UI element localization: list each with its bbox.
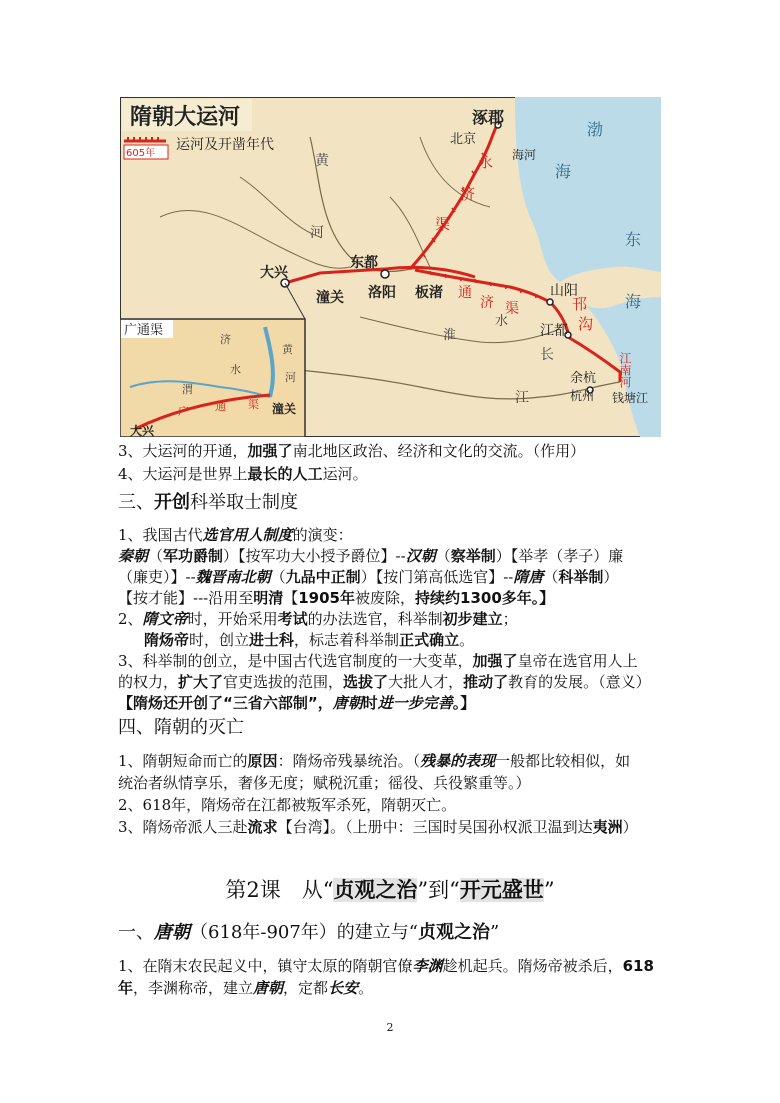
- text: 科举取士制度: [190, 492, 298, 513]
- emphasis: 唐朝: [154, 922, 190, 943]
- label-ji: 济: [460, 185, 476, 203]
- emphasis: 选官用人制度: [202, 526, 293, 544]
- inset-huang: 黄: [282, 343, 293, 356]
- lesson-title: [0, 874, 780, 906]
- emphasis: 李渊: [412, 957, 443, 975]
- text: ）: [622, 818, 638, 836]
- label-shanyang: 山阳: [550, 283, 578, 299]
- seg-line: [118, 587, 554, 609]
- grand-canal-map: [120, 97, 661, 437]
- label-luoyang: 洛阳: [368, 285, 396, 301]
- label-dong: 东: [625, 230, 642, 249]
- legend-year: 605年: [126, 148, 156, 159]
- label-beijing: 北京: [450, 132, 477, 147]
- canal-effect-line: [118, 440, 585, 462]
- emphasis: 初步建立: [442, 610, 503, 628]
- text: ）【举孝（孝子）廉: [495, 547, 624, 565]
- label-qu: 渠: [435, 215, 451, 233]
- text: 的演变：: [292, 526, 353, 544]
- label-huai: 淮: [443, 328, 457, 343]
- canal-longest-line: [118, 463, 368, 485]
- emphasis: 唐朝: [253, 979, 284, 997]
- emphasis: 隋唐: [513, 568, 544, 586]
- inset-tong: 通: [215, 400, 226, 413]
- seg-line: [118, 750, 630, 772]
- seg-line: [118, 608, 518, 630]
- inset-qu: 渠: [248, 398, 259, 411]
- inset-wei: 渭: [182, 383, 193, 396]
- label-daxing: 大兴: [260, 265, 288, 281]
- text: （618年-907年）的建立与“: [190, 922, 418, 943]
- text: 时，创立: [189, 631, 250, 649]
- text-line: 统治者纵情享乐，奢侈无度；赋税沉重；徭役、兵役繁重等。）: [118, 774, 531, 792]
- seg-line: [144, 629, 474, 651]
- text: 运河。: [322, 465, 368, 483]
- text: 【按才能】---沿用至: [118, 589, 254, 607]
- text: 3、隋炀帝派人三赴: [118, 818, 248, 836]
- section-heading-4: 四、隋朝的灭亡: [118, 717, 244, 738]
- seg-line: [118, 650, 638, 672]
- inset-tongguan: 潼关: [272, 402, 297, 416]
- map-title: 隋朝大运河: [130, 105, 241, 130]
- emphasis: 最长的人工: [247, 465, 323, 483]
- inset-title: 广通渠: [124, 323, 164, 338]
- emphasis: 加强了: [472, 652, 518, 670]
- text: 大批人才，: [388, 673, 464, 691]
- text: 时，开始采用: [187, 610, 278, 628]
- emphasis: 军功爵制: [163, 547, 224, 565]
- label-tong: 通: [458, 285, 472, 301]
- text: 官吏选拔的范围，: [223, 673, 344, 691]
- label-dongdu: 东都: [350, 255, 378, 271]
- text: ：隋炀帝残暴统治。（: [277, 752, 421, 770]
- text-line: 2、618年，隋炀帝在江都被叛军杀死，隋朝灭亡。: [118, 796, 457, 814]
- emphasis: 科举制: [558, 568, 604, 586]
- section-heading-5: [118, 920, 499, 946]
- exam-evolution-intro: [118, 524, 353, 546]
- text: （: [148, 547, 164, 565]
- text: 的权力，: [118, 673, 179, 691]
- emphasis: 唐朝: [332, 694, 363, 712]
- label-yuhang: 余杭: [570, 371, 597, 386]
- label-chang: 长: [540, 347, 554, 363]
- label-shui: 水: [495, 314, 509, 329]
- emphasis: 选拔了: [343, 673, 389, 691]
- seg-line: [118, 671, 651, 693]
- label-yong: 永: [478, 153, 494, 171]
- page-number: 2: [386, 1021, 394, 1034]
- text: （: [270, 568, 286, 586]
- emphasis: 推动了: [463, 673, 509, 691]
- label-gou: 沟: [578, 315, 594, 333]
- text: （: [543, 568, 559, 586]
- text: ，定都: [283, 979, 329, 997]
- text: 3、科举制的创立，是中国古代选官制度的一大变革，: [118, 652, 473, 670]
- emphasis: 考试: [277, 610, 308, 628]
- label-zhuojun: 涿郡: [472, 108, 505, 127]
- emphasis: 魏晋南北朝: [195, 568, 271, 586]
- text: 。: [459, 631, 475, 649]
- label-he: 河: [310, 225, 324, 241]
- emphasis: 流求: [247, 818, 278, 836]
- text: 被废除，: [355, 589, 416, 607]
- label-hangzhou: 杭州: [570, 389, 595, 403]
- label-banzhu: 板渚: [415, 285, 443, 301]
- text: 南北地区政治、经济和文化的交流。（作用）: [292, 442, 586, 460]
- text: 3、大运河的开通，: [118, 442, 248, 460]
- text: ）: [603, 568, 619, 586]
- text: 【台湾】。（上册中：三国时吴国孙权派卫温到达: [277, 818, 593, 836]
- emphasis: 。】: [452, 694, 476, 712]
- emphasis: 九品中正制: [285, 568, 361, 586]
- text: ”: [490, 922, 500, 943]
- emphasis: 进一步完善: [377, 694, 453, 712]
- label-bo: 渤: [587, 120, 604, 139]
- label-qu2: 渠: [505, 301, 519, 317]
- emphasis: 时: [362, 694, 378, 712]
- seg-line: [118, 545, 623, 567]
- text: 1、我国古代: [118, 526, 203, 544]
- label-ji2: 济: [480, 295, 494, 311]
- emphasis: 汉朝: [405, 547, 436, 565]
- label-jiangdu: 江都: [540, 323, 568, 339]
- text: ”: [543, 878, 555, 902]
- seg-line: [118, 955, 654, 977]
- emphasis: 明清: [253, 589, 284, 607]
- grand-canal-map-graphic: [120, 97, 661, 437]
- emphasis: 长安: [328, 979, 359, 997]
- text: 1、在隋末农民起义中，镇守太原的隋朝官僚: [118, 957, 413, 975]
- highlight: 开元盛世: [459, 878, 544, 902]
- seg-line: [118, 977, 373, 999]
- highlight: 贞观之治: [333, 878, 418, 902]
- emphasis: 察举制: [450, 547, 496, 565]
- label-jiang: 江: [515, 390, 529, 406]
- emphasis: 1905年: [298, 589, 355, 607]
- text: （: [435, 547, 451, 565]
- text: ”到“: [417, 878, 460, 902]
- text: 。: [358, 979, 374, 997]
- section-heading-3: [118, 490, 298, 516]
- emphasis: 隋炀帝: [144, 631, 190, 649]
- seg-line: [118, 692, 475, 714]
- label-tongguan: 潼关: [316, 290, 344, 306]
- emphasis: 原因: [247, 752, 278, 770]
- emphasis: 加强了: [247, 442, 293, 460]
- text: ）【按军功大小授予爵位】--: [223, 547, 406, 565]
- emphasis: 618: [622, 957, 654, 975]
- label-haihe: 海河: [512, 148, 537, 162]
- inset-ji: 济: [220, 333, 231, 346]
- inset-daxing: 大兴: [130, 424, 155, 437]
- label-hai2: 海: [625, 292, 642, 311]
- text: 4、大运河是世界上: [118, 465, 248, 483]
- inset-guang: 广: [178, 405, 189, 418]
- text: 三、: [118, 492, 154, 513]
- emphasis: 残暴的表现: [420, 752, 496, 770]
- emphasis: 扩大了: [178, 673, 224, 691]
- emphasis: 正式确立: [399, 631, 460, 649]
- emphasis: 隋文帝: [142, 610, 188, 628]
- text: 1、隋朝短命而亡的: [118, 752, 248, 770]
- text: 2、: [118, 610, 143, 628]
- text: （廉吏）】--: [118, 568, 196, 586]
- label-qiantang: 钱塘江: [612, 391, 649, 405]
- label-hai1: 海: [555, 162, 572, 181]
- emphasis: 秦朝: [118, 547, 149, 565]
- text: 【: [283, 589, 299, 607]
- text: 趁机起兵。隋炀帝被杀后，: [442, 957, 623, 975]
- legend-text: 运河及开凿年代: [176, 137, 274, 153]
- text: ，李渊称帝，建立: [133, 979, 254, 997]
- text: ；: [502, 610, 518, 628]
- text: ，标志着科举制: [294, 631, 400, 649]
- emphasis: 贞观之治: [418, 922, 490, 943]
- label-huang: 黄: [315, 153, 329, 169]
- seg-line: [118, 566, 618, 588]
- text: 第2课 从“: [225, 878, 334, 902]
- text: ）【按门第高低选官】--: [360, 568, 514, 586]
- emphasis: 持续约1300多年。】: [415, 589, 555, 607]
- label-jiangnan: 江南河: [618, 352, 632, 388]
- inset-shui: 水: [230, 363, 241, 376]
- text: 皇帝在选官用人上: [517, 652, 638, 670]
- text: 一、: [118, 922, 154, 943]
- inset-he: 河: [285, 371, 296, 384]
- text: 一般都比较相似，如: [495, 752, 631, 770]
- emphasis: 年: [118, 979, 134, 997]
- emphasis: 【隋炀还开创了“三省六部制”，: [118, 694, 333, 712]
- seg-line: [118, 816, 638, 838]
- emphasis: 夷洲: [592, 818, 623, 836]
- text: 教育的发展。（意义）: [508, 673, 651, 691]
- emphasis: 进士科: [249, 631, 295, 649]
- label-han: 邗: [572, 295, 588, 313]
- emphasis: 开创: [154, 492, 190, 513]
- text: 的办法选官，科举制: [307, 610, 443, 628]
